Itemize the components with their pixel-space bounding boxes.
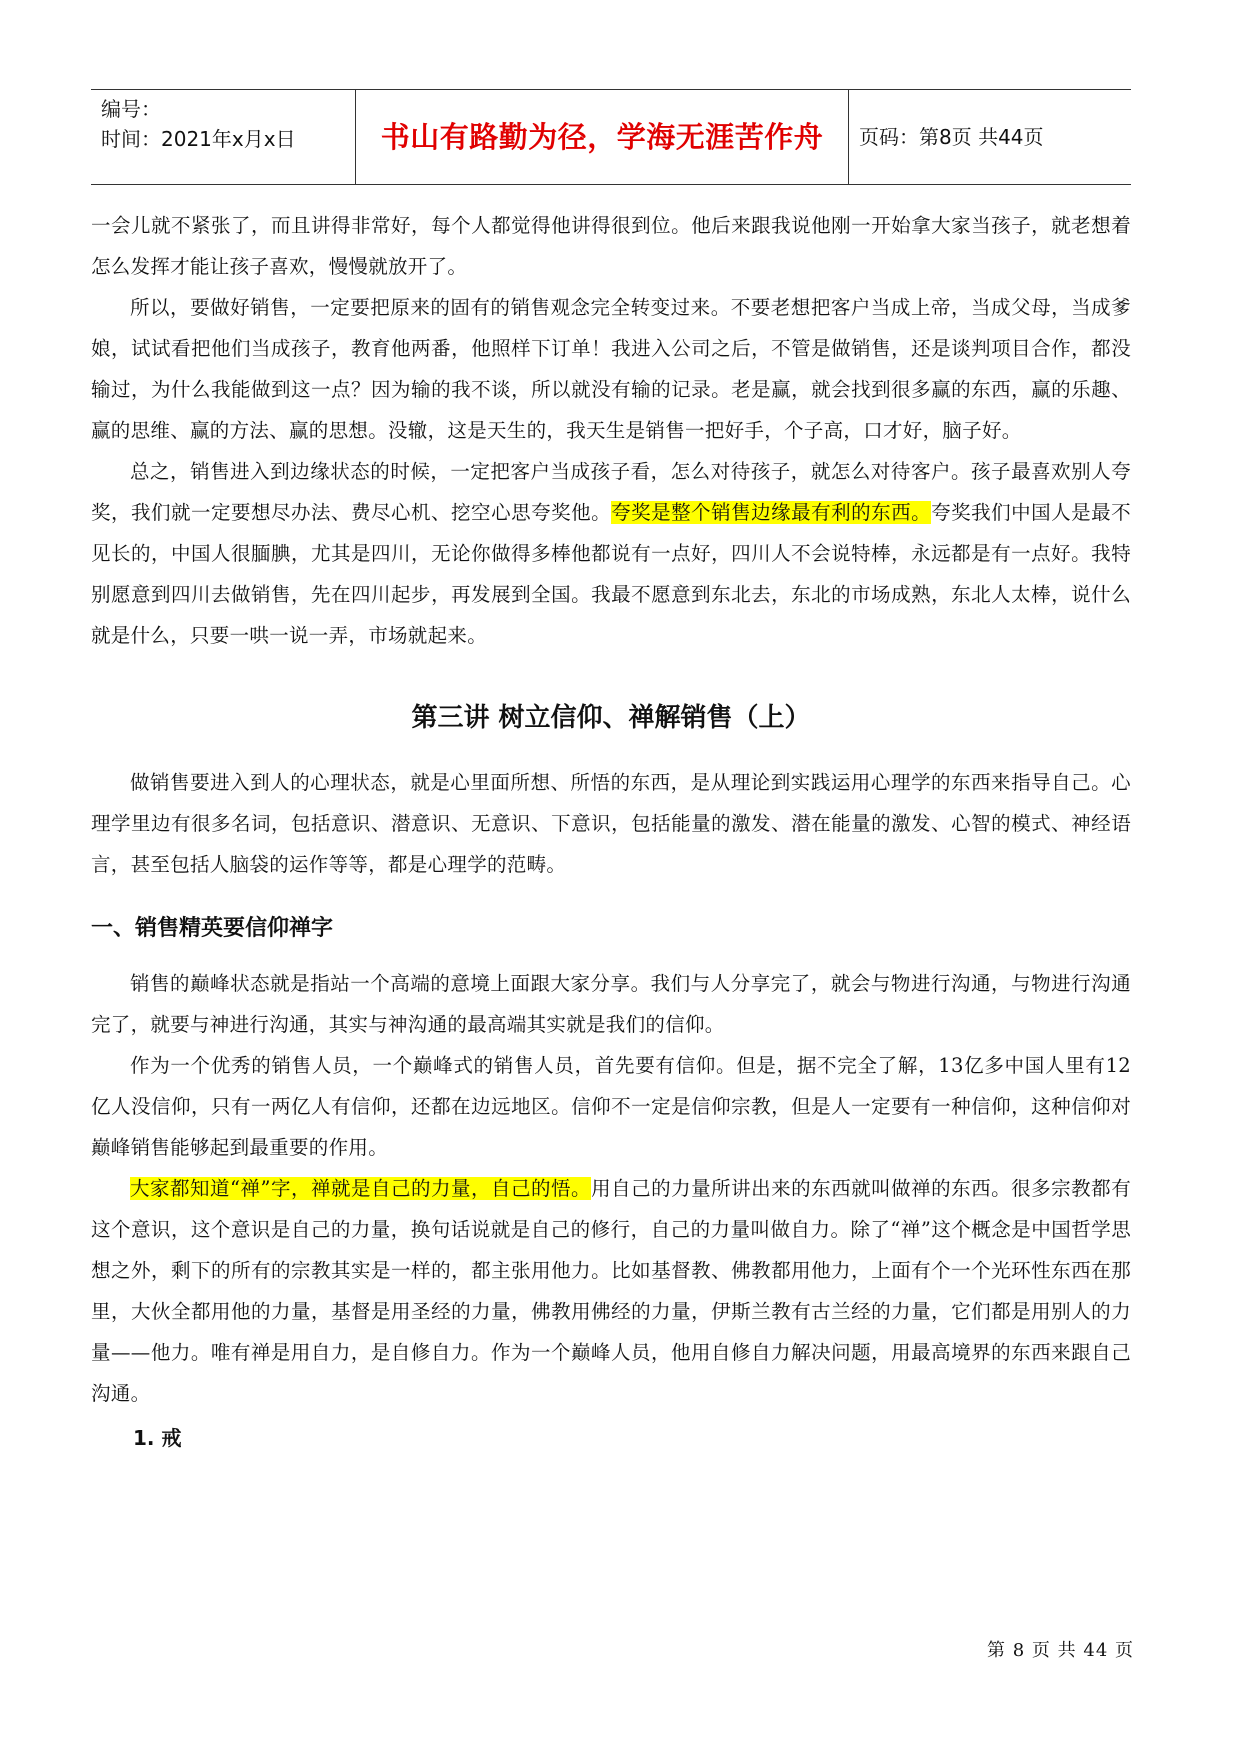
highlighted-text: 大家都知道“禅”字，禅就是自己的力量，自己的悟。 [130, 1177, 592, 1200]
paragraph-text: 用自己的力量所讲出来的东西就叫做禅的东西。很多宗教都有这个意识，这个意识是自己的力量，换句话说就是自己的修行，自己的力量叫做自力。除了“禅”这个概念是中国哲学思想之外，剩下的所有的宗教其实是一样的，都主张用他力。比如基督教、佛教都用他力，上面有个一个光环性东西在那里，大伙全都用他的力量，基督是用圣经的力量，佛教用佛经的力量，伊斯兰教有古兰经的力量，它们都是用别人的力量——他力。唯有禅是用自力，是自修自力。作为一个巅峰人员，他用自修自力解决问题，用最高境界的东西来跟自己沟通。 [91, 1177, 1131, 1405]
document-time-label: 时间：2021年x月x日 [101, 127, 296, 151]
paragraph [91, 451, 1131, 656]
paragraph: 作为一个优秀的销售人员，一个巅峰式的销售人员，首先要有信仰。但是，据不完全了解，13亿多中国人里有12亿人没信仰，只有一两亿人有信仰，还都在边远地区。信仰不一定是信仰宗教，但是人一定要有一种信仰，这种信仰对巅峰销售能够起到最重要的作用。 [91, 1054, 1131, 1159]
document-number-label: 编号： [101, 97, 161, 121]
section-title: 第三讲 树立信仰、禅解销售（上） [411, 703, 811, 733]
paragraph-text: 夸奖我们中国人是最不见长的，中国人很腼腆，尤其是四川，无论你做得多棒他都说有一点好，四川人不会说特棒，永远都是有一点好。我特别愿意到四川去做销售，先在四川起步，再发展到全国。我最不愿意到东北去，东北的市场成熟，东北人太棒，说什么就是什么，只要一哄一说一弄，市场就起来。 [91, 501, 1131, 647]
subsection-title: 一、销售精英要信仰禅字 [91, 916, 334, 941]
list-item-heading: 1. 戒 [133, 1426, 182, 1450]
page-footer: 第 8 页 共 44 页 [987, 1640, 1134, 1661]
document-body [91, 205, 1131, 1456]
header-motto: 书山有路勤为径，学海无涯苦作舟 [380, 120, 824, 154]
paragraph: 一会儿就不紧张了，而且讲得非常好，每个人都觉得他讲得很到位。他后来跟我说他刚一开始拿大家当孩子，就老想着怎么发挥才能让孩子喜欢，慢慢就放开了。 [91, 214, 1131, 278]
paragraph: 所以，要做好销售，一定要把原来的固有的销售观念完全转变过来。不要老想把客户当成上帝，当成父母，当成爹娘，试试看把他们当成孩子，教育他两番，他照样下订单！我进入公司之后，不管是做销售，还是谈判项目合作，都没输过，为什么我能做到这一点？因为输的我不谈，所以就没有输的记录。老是赢，就会找到很多赢的东西，赢的乐趣、赢的思维、赢的方法、赢的思想。没辙，这是天生的，我天生是销售一把好手，个子高，口才好，脑子好。 [91, 296, 1131, 442]
paragraph: 做销售要进入到人的心理状态，就是心里面所想、所悟的东西，是从理论到实践运用心理学的东西来指导自己。心理学里边有很多名词，包括意识、潜意识、无意识、下意识，包括能量的激发、潜在能量的激发、心智的模式、神经语言，甚至包括人脑袋的运作等等，都是心理学的范畴。 [91, 771, 1131, 876]
paragraph [91, 1168, 1131, 1414]
header-page-label: 页码：第8页 共44页 [859, 125, 1044, 149]
highlighted-text: 夸奖是整个销售边缘最有利的东西。 [611, 501, 932, 524]
header-divider [848, 90, 849, 184]
paragraph: 销售的巅峰状态就是指站一个高端的意境上面跟大家分享。我们与人分享完了，就会与物进行沟通，与物进行沟通完了，就要与神进行沟通，其实与神沟通的最高端其实就是我们的信仰。 [91, 972, 1131, 1036]
paragraph-text: 总之，销售进入到边缘状态的时候，一定把客户当成孩子看，怎么对待孩子，就怎么对待客户。孩子最喜欢别人夸奖，我们就一定要想尽办法、费尽心机、挖空心思夸奖他。 [91, 460, 1131, 524]
page-header-table [91, 89, 1131, 185]
